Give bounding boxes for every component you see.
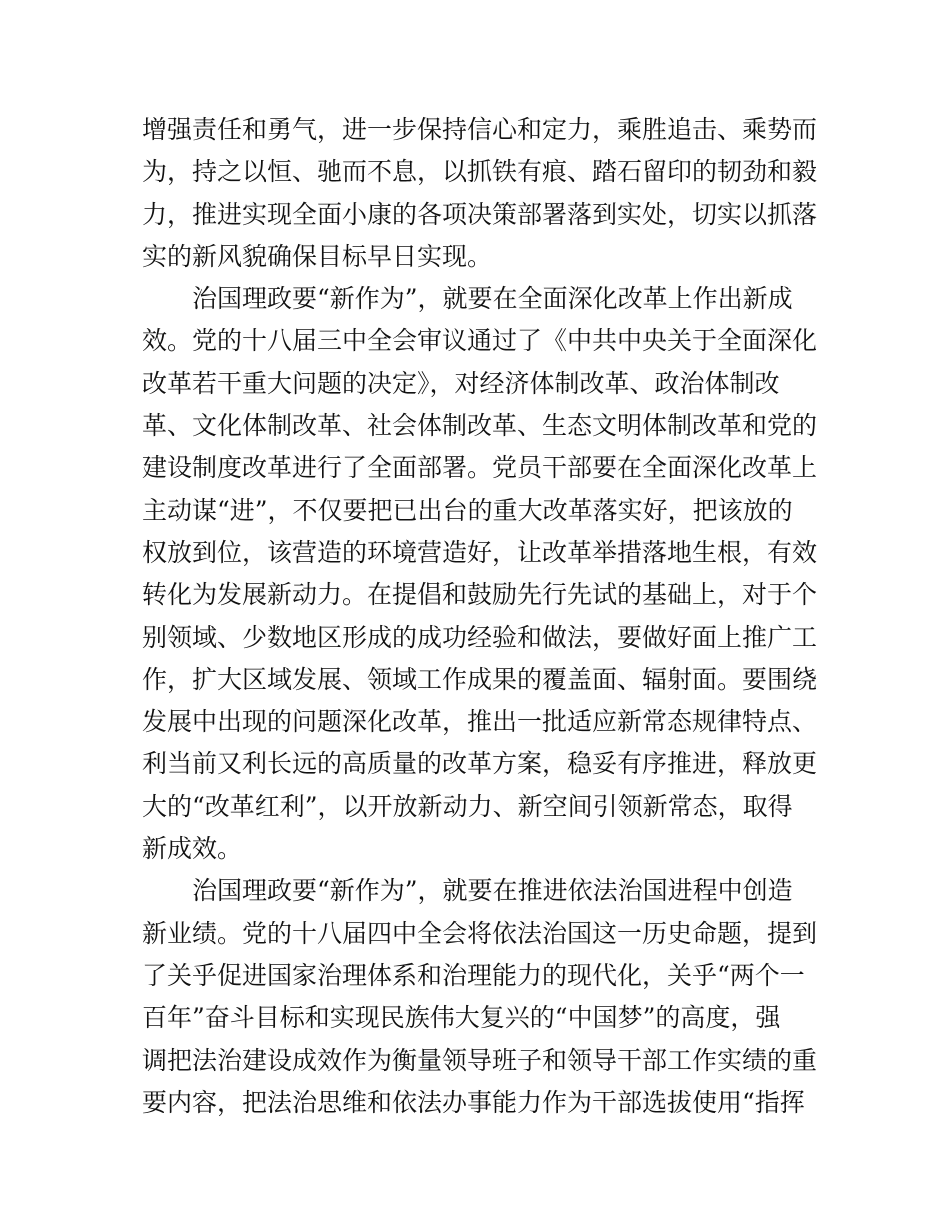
text-line: 实的新风貌确保目标早日实现。 [142, 241, 493, 271]
paragraph-first-line: 治国理政要“新作为”，就要在全面深化改革上作出新成 [192, 284, 793, 314]
text-line: 转化为发展新动力。在提倡和鼓励先行先试的基础上，对于个 [142, 580, 818, 610]
text-line: 建设制度改革进行了全面部署。党员干部要在全面深化改革上 [142, 453, 818, 483]
text-line: 要内容，把法治思维和依法办事能力作为干部选拔使用“指挥 [142, 1087, 805, 1117]
text-line: 为，持之以恒、驰而不息，以抓铁有痕、踏石留印的韧劲和毅 [142, 157, 818, 187]
text-line: 大的“改革红利”，以开放新动力、新空间引领新常态，取得 [142, 791, 793, 821]
text-line: 效。党的十八届三中全会审议通过了《中共中央关于全面深化 [142, 326, 818, 356]
paragraph-first-line: 治国理政要“新作为”，就要在推进依法治国进程中创造 [192, 876, 793, 906]
text-line: 力，推进实现全面小康的各项决策部署落到实处，切实以抓落 [142, 199, 818, 229]
text-line: 百年”奋斗目标和实现民族伟大复兴的“中国梦”的高度，强 [142, 1003, 781, 1033]
body-text [142, 109, 822, 1124]
text-line: 权放到位，该营造的环境营造好，让改革举措落地生根，有效 [142, 537, 818, 567]
text-line: 增强责任和勇气，进一步保持信心和定力，乘胜追击、乘势而 [142, 115, 818, 144]
text-line: 利当前又利长远的高质量的改革方案，稳妥有序推进，释放更 [142, 749, 818, 779]
text-line: 改革若干重大问题的决定》，对经济体制改革、政治体制改 [142, 368, 780, 398]
text-line: 作，扩大区域发展、领域工作成果的覆盖面、辐射面。要围绕 [142, 664, 818, 694]
text-line: 新成效。 [142, 834, 243, 864]
text-line: 革、文化体制改革、社会体制改革、生态文明体制改革和党的 [142, 411, 818, 441]
text-line: 新业绩。党的十八届四中全会将依法治国这一历史命题，提到 [142, 918, 818, 948]
text-line: 调把法治建设成效作为衡量领导班子和领导干部工作实绩的重 [142, 1045, 818, 1075]
text-line: 主动谋“进”，不仅要把已出台的重大改革落实好，把该放的 [142, 495, 793, 525]
text-line: 了关乎促进国家治理体系和治理能力的现代化，关乎“两个一 [142, 960, 805, 990]
text-line: 别领域、少数地区形成的成功经验和做法，要做好面上推广工 [142, 622, 818, 652]
text-line: 发展中出现的问题深化改革，推出一批适应新常态规律特点、 [142, 707, 818, 737]
